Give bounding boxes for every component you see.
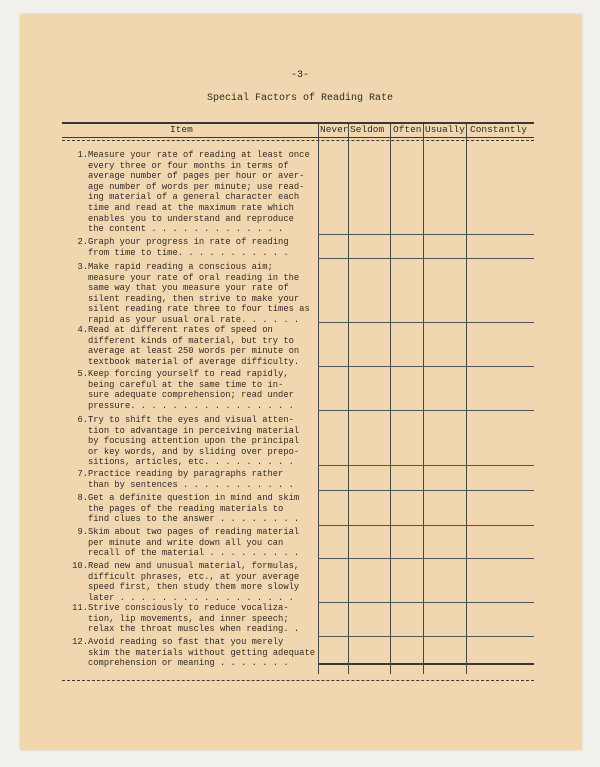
page-title: Special Factors of Reading Rate <box>206 93 394 104</box>
item-line: same way that you measure your rate of <box>88 283 289 294</box>
col-divider-3 <box>390 124 391 674</box>
item-line: per minute and write down all you can <box>88 537 284 548</box>
item-number: 1. <box>77 150 88 160</box>
row-separator <box>318 322 534 323</box>
item-line: from time to time. . . . . . . . . . . <box>88 247 289 258</box>
item-line: Practice reading by paragraphs rather <box>88 469 284 479</box>
item-line: Read new and unusual material, formulas, <box>88 561 300 571</box>
col-divider-2 <box>348 124 349 674</box>
row-separator <box>318 234 534 235</box>
item-number: 5. <box>77 369 88 379</box>
item-line: tion to advantage in perceiving material <box>88 425 300 436</box>
item-line: sitions, articles, etc. . . . . . . . . <box>88 457 294 468</box>
column-header-constantly: Constantly <box>470 124 528 135</box>
item-line: measure your rate of oral reading in the <box>88 272 300 283</box>
item-number: 9. <box>77 527 88 537</box>
item-line: average number of pages per hour or aver- <box>88 171 305 182</box>
item-line: Measure your rate of reading at least once <box>88 150 310 160</box>
item-line: Avoid reading so fast that you merely <box>88 637 284 647</box>
item-number: 12. <box>72 637 88 647</box>
item-line: silent reading rate three to four times as <box>88 304 310 315</box>
item-line: silent reading, then strive to make your <box>88 293 300 304</box>
column-header-seldom: Seldom <box>350 124 385 135</box>
item-number: 6. <box>77 415 88 425</box>
row-separator <box>318 465 534 466</box>
item-number: 10. <box>72 561 88 571</box>
item-line: by focusing attention upon the principal <box>88 436 300 447</box>
item-line: speed first, then study them more slowly <box>88 582 300 593</box>
item-line: or key words, and by sliding over prepo- <box>88 446 300 457</box>
column-header-never: Never <box>320 124 349 135</box>
item-line: Keep forcing yourself to read rapidly, <box>88 369 289 379</box>
page-number: -3- <box>290 70 309 81</box>
item-line: Strive consciously to reduce vocaliza- <box>88 603 289 613</box>
item-line: Try to shift the eyes and visual atten- <box>88 415 294 425</box>
item-line: Graph your progress in rate of reading <box>88 237 289 247</box>
col-divider-4 <box>423 124 424 674</box>
table-header-rule <box>62 137 534 138</box>
row-separator <box>318 366 534 367</box>
item-number: 4. <box>77 325 88 335</box>
item-number: 7. <box>77 469 88 479</box>
table-header-rule-2 <box>62 140 534 141</box>
item-line: being careful at the same time to in- <box>88 379 284 390</box>
col-divider-5 <box>466 124 467 674</box>
item-line: every three or four months in terms of <box>88 160 289 171</box>
column-header-item: Item <box>170 124 193 135</box>
item-line: average at least 250 words per minute on <box>88 346 300 357</box>
row-separator <box>318 525 534 526</box>
item-line: later . . . . . . . . . . . . . . . . . <box>88 592 294 603</box>
row-separator <box>318 258 534 259</box>
item-line: find clues to the answer . . . . . . . . <box>88 514 300 525</box>
item-number: 3. <box>77 262 88 272</box>
item-line: ing material of a general character each <box>88 192 300 203</box>
row-separator <box>318 558 534 559</box>
item-number: 11. <box>72 603 88 613</box>
item-line: recall of the material . . . . . . . . . <box>88 548 300 559</box>
item-line: difficult phrases, etc., at your average <box>88 571 300 582</box>
item-line: time and read at the maximum rate which <box>88 202 294 213</box>
item-line: Get a definite question in mind and skim <box>88 493 300 503</box>
item-line: Read at different rates of speed on <box>88 325 273 335</box>
item-line: age number of words per minute; use read- <box>88 181 305 192</box>
item-line: rapid as your usual oral rate. . . . . . <box>88 314 300 325</box>
item-line: sure adequate comprehension; read under <box>88 390 294 401</box>
item-line: Skim about two pages of reading material <box>88 527 300 537</box>
item-line: comprehension or meaning . . . . . . . <box>88 658 289 669</box>
item-line: tion, lip movements, and inner speech; <box>88 613 289 624</box>
item-line: enables you to understand and reproduce <box>88 213 294 224</box>
row-separator <box>318 602 534 603</box>
row-separator <box>318 490 534 491</box>
table-bottom-rule <box>318 663 534 665</box>
item-line: different kinds of material, but try to <box>88 335 294 346</box>
row-separator <box>318 410 534 411</box>
item-line: relax the throat muscles when reading. . <box>88 624 300 635</box>
item-line: pressure. . . . . . . . . . . . . . . . <box>88 400 294 411</box>
row-separator <box>318 636 534 637</box>
page-bottom-rule <box>62 680 534 681</box>
column-header-often: Often <box>393 124 422 135</box>
column-header-usually: Usually <box>425 124 465 135</box>
item-number: 2. <box>77 237 88 247</box>
item-line: skim the materials without getting adequate <box>88 647 315 658</box>
item-line: than by sentences . . . . . . . . . . . <box>88 479 294 490</box>
item-line: the content . . . . . . . . . . . . . <box>88 224 284 235</box>
item-line: the pages of the reading materials to <box>88 503 284 514</box>
item-number: 8. <box>77 493 88 503</box>
item-line: Make rapid reading a conscious aim; <box>88 262 273 272</box>
item-line: textbook material of average difficulty. <box>88 356 300 367</box>
